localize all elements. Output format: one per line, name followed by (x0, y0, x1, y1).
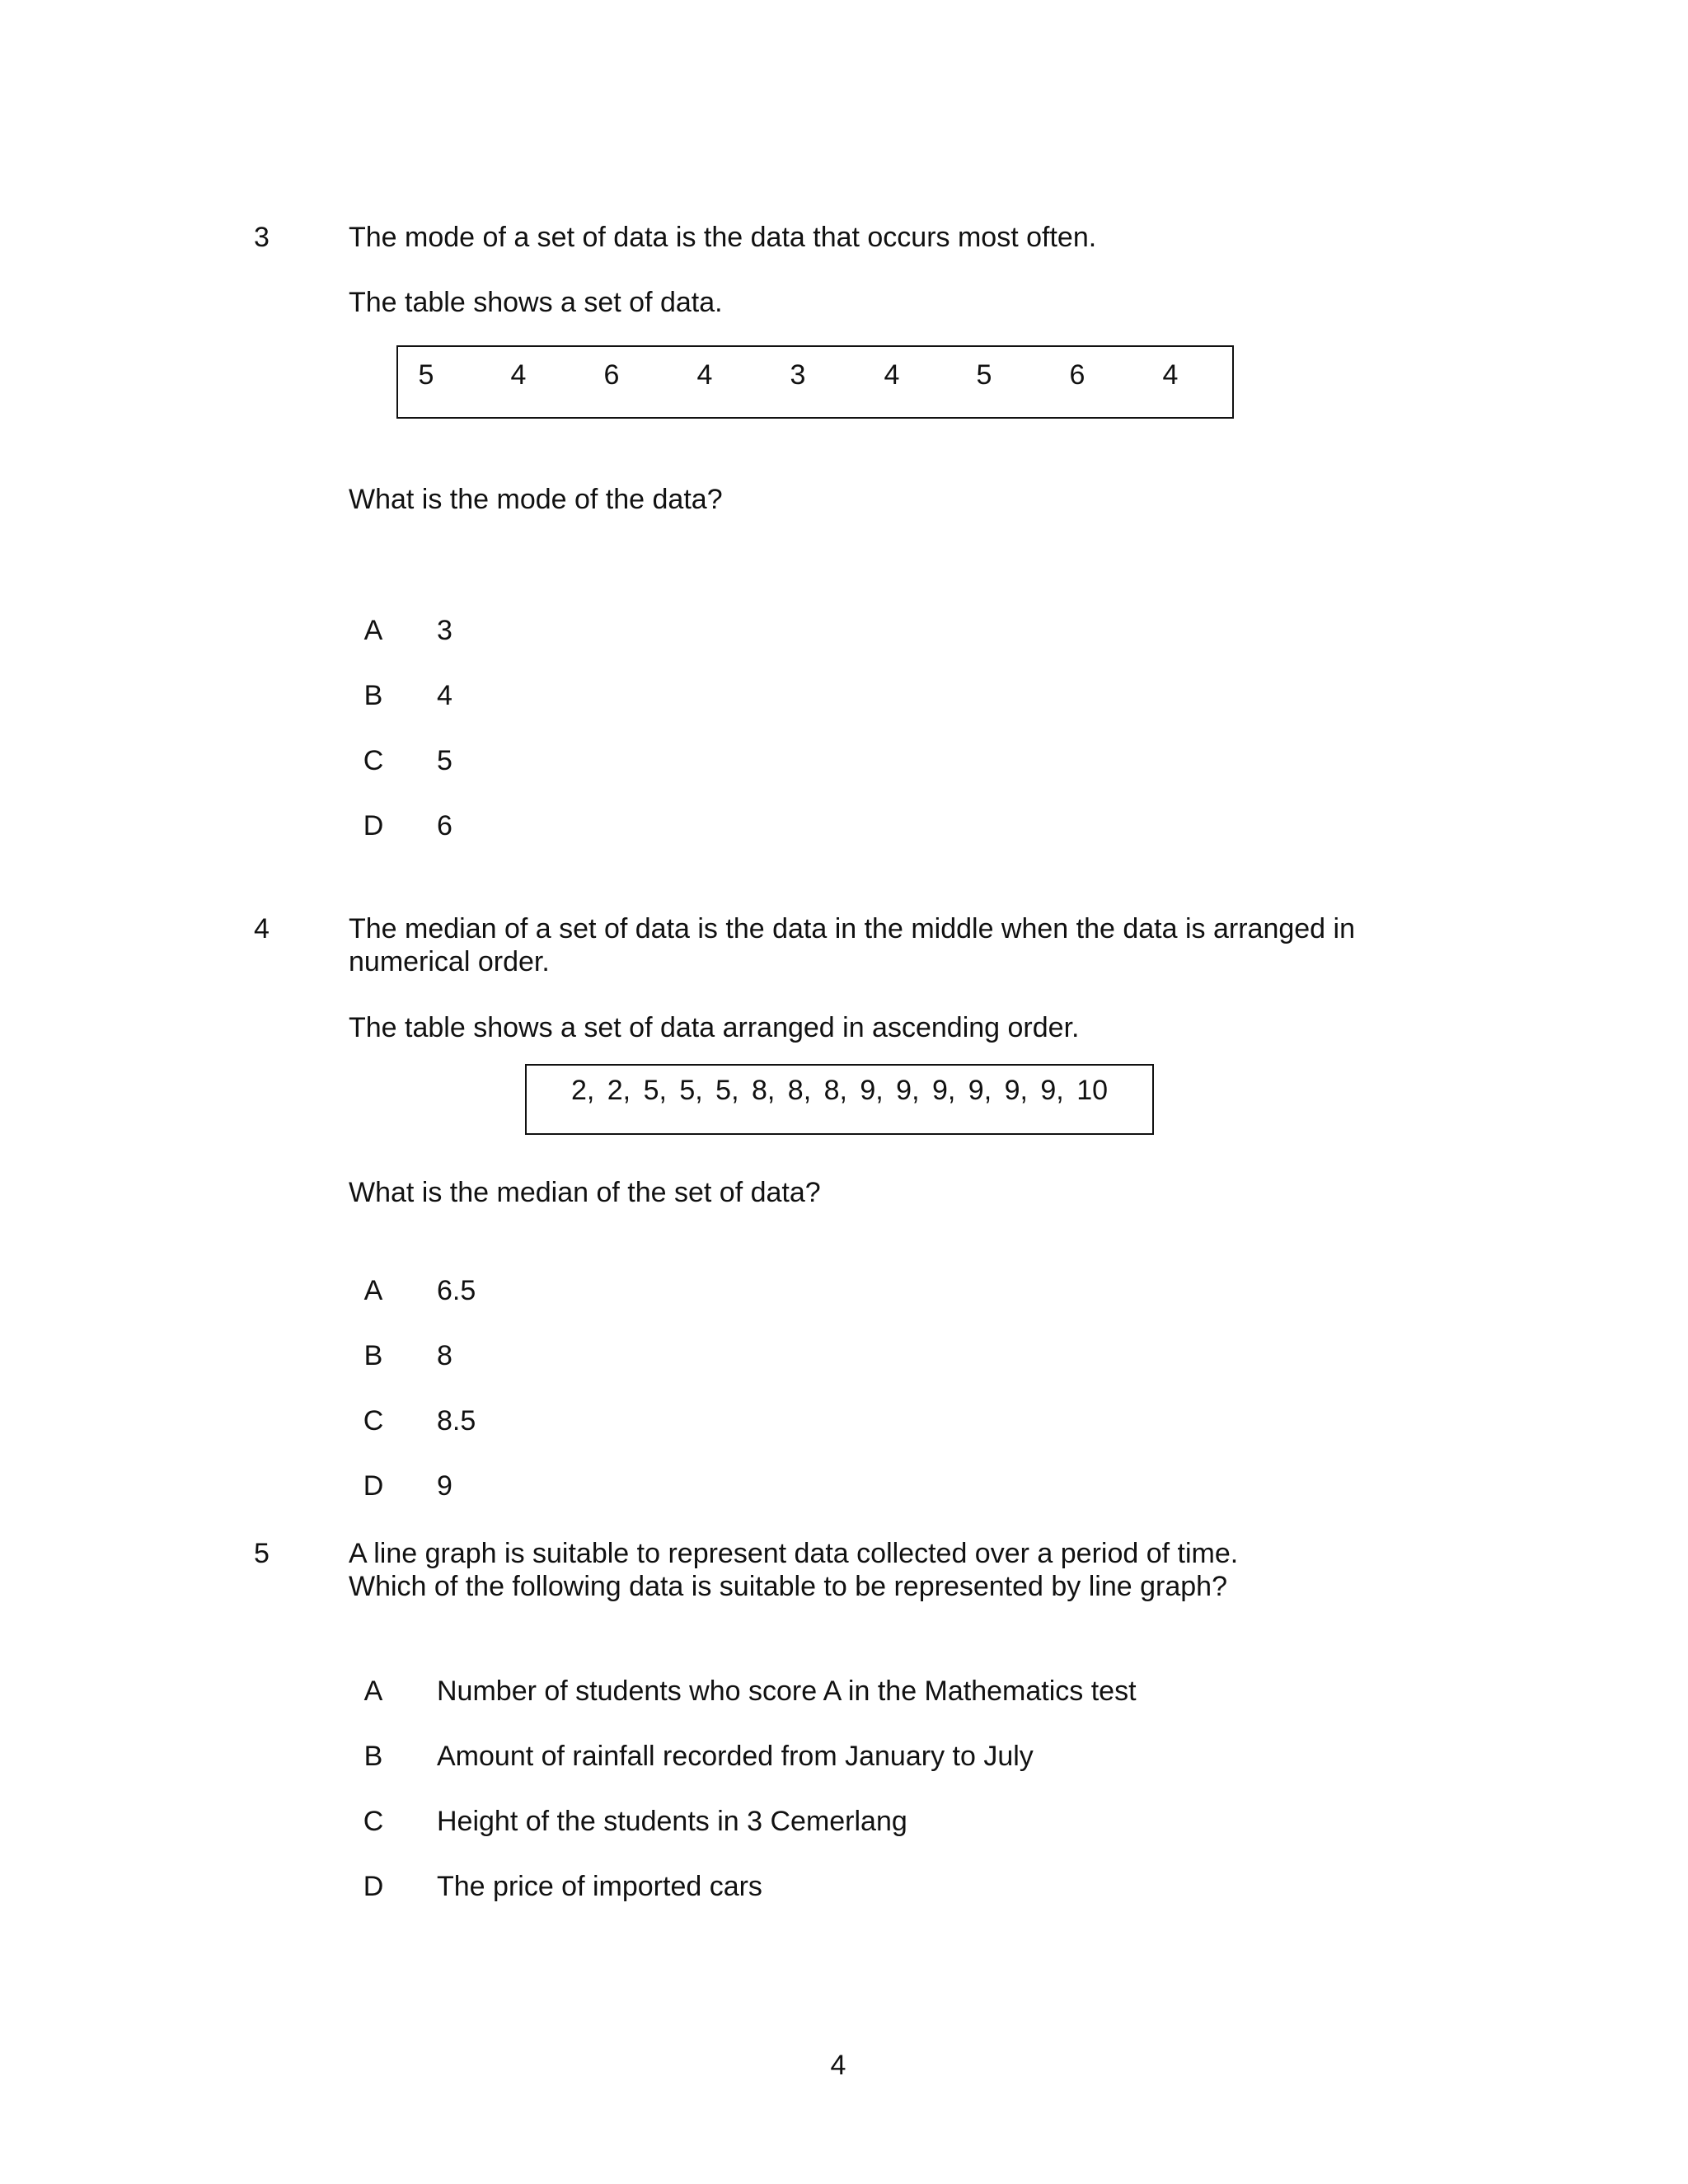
q3-option-d-text: 6 (437, 810, 452, 841)
data-cell: 4 (696, 359, 713, 391)
q5-option-c-letter: C (363, 1806, 384, 1837)
q3-option-b-text: 4 (437, 680, 452, 711)
question-4-data-table (525, 1064, 1154, 1135)
question-5-number: 5 (254, 1538, 270, 1569)
question-3-intro: The table shows a set of data. (349, 287, 723, 318)
q5-option-a-text: Number of students who score A in the Mathematics test (437, 1675, 1137, 1707)
q3-option-d-letter: D (363, 810, 384, 841)
q5-option-d-letter: D (363, 1871, 384, 1902)
data-cell: 4 (510, 359, 527, 391)
q5-option-d-text: The price of imported cars (437, 1871, 762, 1902)
q3-option-a-letter: A (363, 615, 383, 646)
q4-option-b-text: 8 (437, 1340, 452, 1371)
q4-option-d-letter: D (363, 1470, 384, 1502)
q4-option-c-text: 8.5 (437, 1405, 476, 1436)
q4-option-a-letter: A (363, 1275, 383, 1306)
q4-option-d-text: 9 (437, 1470, 452, 1502)
data-cell: 6 (1069, 359, 1085, 391)
question-3-prompt: What is the mode of the data? (349, 484, 723, 515)
q3-option-b-letter: B (363, 680, 383, 711)
page-number: 4 (830, 2050, 846, 2081)
q5-option-b-letter: B (363, 1741, 383, 1772)
data-cell: 4 (884, 359, 900, 391)
question-4-stem-line-1: The median of a set of data is the data in the middle when the data is arranged in (349, 913, 1355, 944)
q5-option-c-text: Height of the students in 3 Cemerlang (437, 1806, 907, 1837)
q4-option-c-letter: C (363, 1405, 384, 1436)
question-4-prompt: What is the median of the set of data? (349, 1177, 821, 1208)
question-5-stem-line-1: A line graph is suitable to represent data collected over a period of time. (349, 1538, 1239, 1569)
q5-option-b-text: Amount of rainfall recorded from January to July (437, 1741, 1034, 1772)
question-3-number: 3 (254, 222, 270, 253)
q3-option-c-text: 5 (437, 745, 452, 776)
data-cell: 6 (603, 359, 620, 391)
data-sequence: 2, 2, 5, 5, 5, 8, 8, 8, 9, 9, 9, 9, 9, 9, 10 (570, 1075, 1109, 1106)
question-5-stem-line-2: Which of the following data is suitable to be represented by line graph? (349, 1571, 1227, 1602)
question-4-number: 4 (254, 913, 270, 944)
data-cell: 5 (418, 359, 434, 391)
data-cell: 3 (790, 359, 806, 391)
q3-option-a-text: 3 (437, 615, 452, 646)
q5-option-a-letter: A (363, 1675, 383, 1707)
q4-option-a-text: 6.5 (437, 1275, 476, 1306)
data-cell: 4 (1162, 359, 1179, 391)
question-3-data-table (396, 345, 1234, 419)
question-4-stem-line-2: numerical order. (349, 946, 550, 977)
data-cell: 5 (976, 359, 992, 391)
q4-option-b-letter: B (363, 1340, 383, 1371)
q3-option-c-letter: C (363, 745, 384, 776)
question-3-stem: The mode of a set of data is the data that occurs most often. (349, 222, 1097, 253)
question-4-intro: The table shows a set of data arranged in ascending order. (349, 1012, 1080, 1043)
